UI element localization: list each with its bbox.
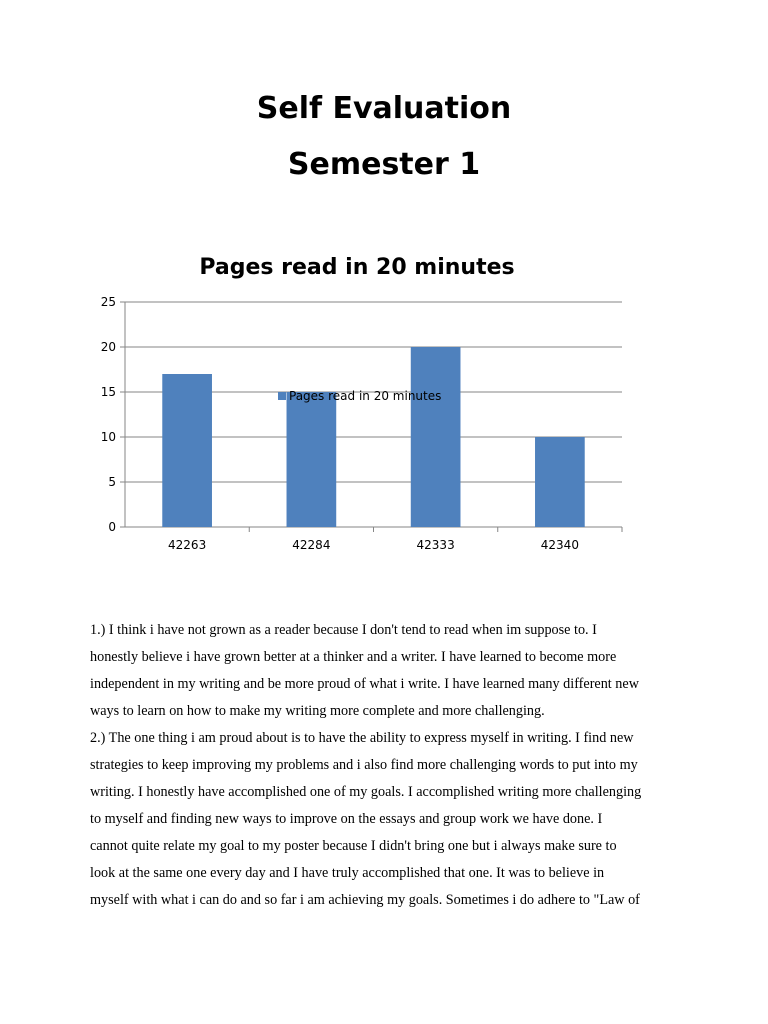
bar-chart	[0, 240, 768, 570]
bar	[162, 374, 212, 527]
y-tick-label: 5	[108, 475, 116, 489]
text-line: look at the same one every day and I have truly accomplished that one. It was to believe in	[90, 865, 605, 881]
bar	[411, 347, 461, 527]
text-line: writing. I honestly have accomplished one of my goals. I accomplished writing more challenging	[90, 784, 642, 800]
document-subtitle: Semester 1	[287, 147, 481, 182]
bar	[535, 437, 585, 527]
document-title: Self Evaluation	[256, 91, 512, 126]
bar	[287, 392, 337, 527]
chart-title: Pages read in 20 minutes	[199, 255, 515, 280]
x-tick-label: 42333	[416, 538, 455, 552]
legend-swatch	[278, 392, 286, 400]
x-axis-ticks	[168, 538, 579, 552]
y-tick-label: 10	[100, 430, 116, 444]
text-line: to myself and finding new ways to improve on the essays and group work we have done. I	[90, 811, 603, 827]
x-tick-label: 42263	[168, 538, 207, 552]
x-tick-label: 42340	[540, 538, 579, 552]
y-tick-label: 0	[108, 520, 116, 534]
x-tick-label: 42284	[292, 538, 331, 552]
text-line: ways to learn on how to make my writing more complete and more challenging.	[90, 703, 545, 719]
evaluation-text	[90, 617, 690, 914]
text-line: strategies to keep improving my problems and i also find more challenging words to put into my	[90, 757, 638, 773]
chart-legend	[278, 389, 441, 403]
text-line: 2.) The one thing i am proud about is to have the ability to express myself in writing. I find new	[90, 730, 634, 746]
y-tick-label: 20	[100, 340, 116, 354]
text-line: independent in my writing and be more proud of what i write. I have learned many different new	[90, 676, 639, 692]
y-tick-label: 15	[100, 385, 116, 399]
y-axis-ticks	[101, 295, 116, 534]
y-tick-label: 25	[100, 295, 116, 309]
legend-label: Pages read in 20 minutes	[289, 389, 442, 403]
text-line: myself with what i can do and so far i am achieving my goals. Sometimes i do adhere to "Law of	[90, 892, 640, 908]
text-line: cannot quite relate my goal to my poster because I didn't bring one but i always make sure to	[90, 838, 617, 854]
text-line: honestly believe i have grown better at a thinker and a writer. I have learned to become more	[90, 649, 617, 665]
text-line: 1.) I think i have not grown as a reader because I don't tend to read when im suppose to. I	[90, 622, 597, 638]
